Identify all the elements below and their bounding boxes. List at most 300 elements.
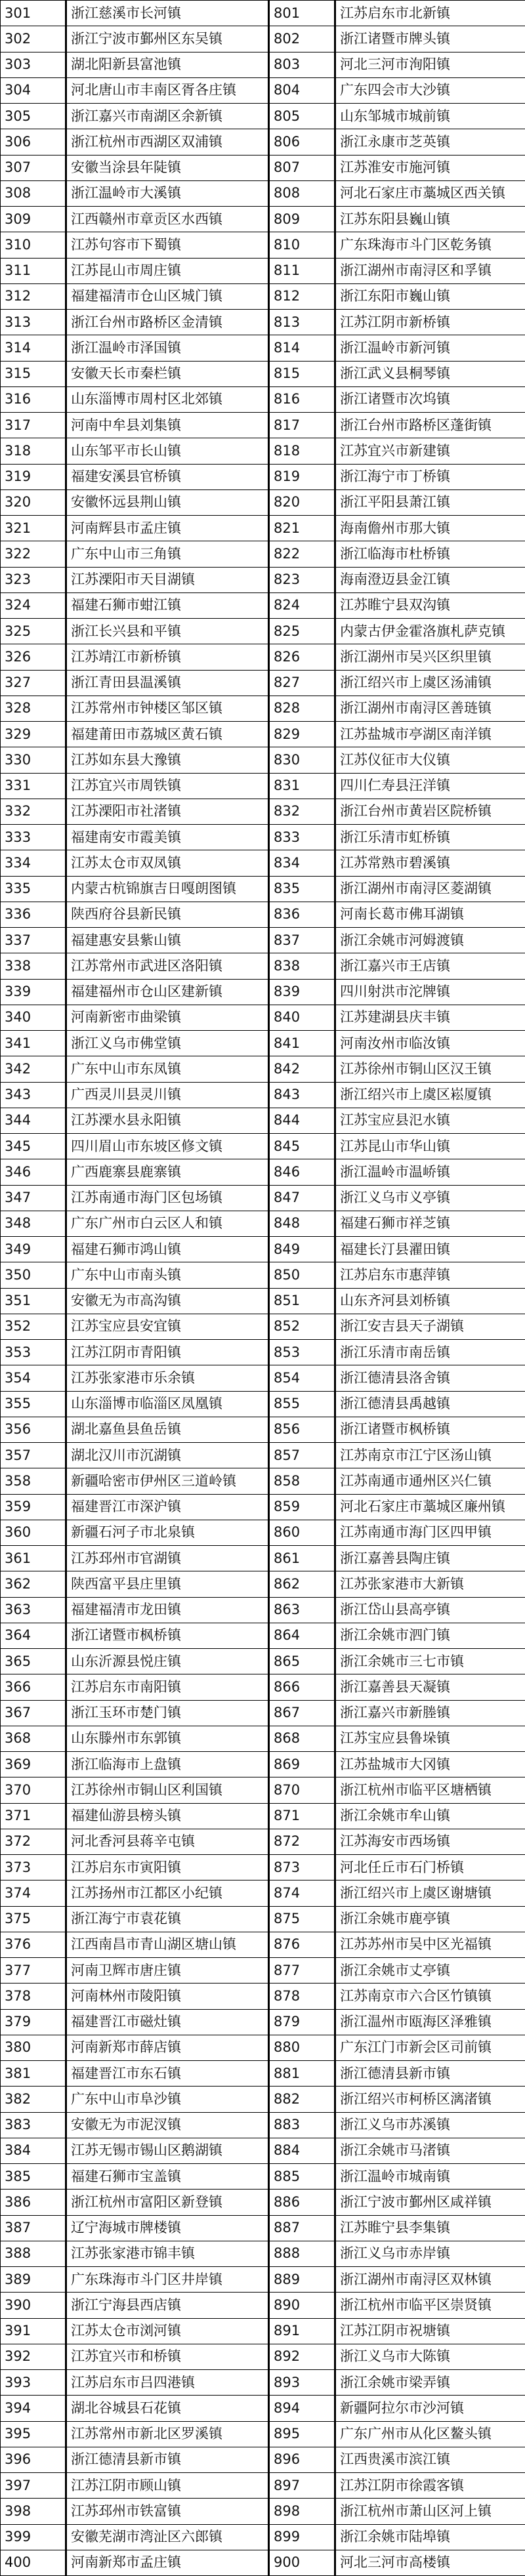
table-row [1,1494,525,1520]
table-row [1,1855,525,1880]
right-town-name: 广东珠海市斗门区乾务镇 [335,232,525,258]
left-town-name: 江苏常州市武进区洛阳镇 [66,953,269,979]
left-town-name: 山东邹平市长山镇 [66,438,269,464]
table-row [1,2138,525,2163]
right-rank-number: 887 [269,2215,335,2241]
right-town-name: 河南长葛市佛耳湖镇 [335,902,525,927]
right-rank-number: 874 [269,1880,335,1906]
left-town-name: 山东淄博市周村区北郊镇 [66,386,269,412]
right-town-name: 浙江临海市杜桥镇 [335,541,525,567]
right-town-name: 广东广州市从化区鳌头镇 [335,2421,525,2447]
left-rank-number: 391 [1,2318,66,2344]
left-town-name: 福建福清市龙田镇 [66,1597,269,1623]
left-rank-number: 398 [1,2499,66,2524]
table-row [1,541,525,567]
table-row [1,722,525,747]
table-row [1,1649,525,1674]
table-row [1,1365,525,1391]
table-row [1,1031,525,1056]
left-rank-number: 306 [1,129,66,155]
left-town-name: 江苏句容市下蜀镇 [66,232,269,258]
table-row [1,1726,525,1751]
table-row [1,180,525,206]
right-rank-number: 841 [269,1031,335,1056]
left-rank-number: 325 [1,619,66,644]
right-town-name: 江苏淮安市施河镇 [335,155,525,180]
left-rank-number: 383 [1,2112,66,2138]
left-rank-number: 317 [1,413,66,438]
table-row [1,1,525,26]
left-rank-number: 399 [1,2524,66,2550]
left-rank-number: 385 [1,2164,66,2190]
left-town-name: 安徽怀远县荆山镇 [66,489,269,515]
left-rank-number: 329 [1,722,66,747]
table-row [1,1700,525,1726]
right-town-name: 浙江义乌市苏溪镇 [335,2112,525,2138]
right-rank-number: 891 [269,2318,335,2344]
right-rank-number: 833 [269,825,335,850]
table-row [1,696,525,721]
left-rank-number: 390 [1,2293,66,2318]
table-row [1,413,525,438]
right-town-name: 江苏徐州市铜山区汉王镇 [335,1056,525,1082]
right-town-name: 浙江乐清市南岳镇 [335,1340,525,1365]
left-town-name: 浙江宁波市鄞州区东吴镇 [66,26,269,52]
table-row [1,1443,525,1468]
table-row [1,928,525,953]
left-rank-number: 330 [1,747,66,773]
right-town-name: 浙江义乌市义亭镇 [335,1185,525,1211]
left-rank-number: 378 [1,1984,66,2009]
left-town-name: 陕西富平县庄里镇 [66,1571,269,1597]
left-town-name: 江苏邳州市官湖镇 [66,1546,269,1571]
table-row [1,386,525,412]
left-rank-number: 350 [1,1262,66,1288]
right-town-name: 江苏南京市六合区竹镇镇 [335,1984,525,2009]
right-town-name: 浙江嘉兴市新塍镇 [335,1700,525,1726]
table-row [1,1262,525,1288]
table-row [1,773,525,799]
table-row [1,1108,525,1133]
table-row [1,2267,525,2293]
right-rank-number: 882 [269,2087,335,2112]
right-town-name: 浙江乐清市虹桥镇 [335,825,525,850]
right-town-name: 浙江湖州市南浔区和孚镇 [335,258,525,283]
table-row [1,670,525,696]
right-rank-number: 870 [269,1777,335,1803]
right-rank-number: 817 [269,413,335,438]
left-rank-number: 302 [1,26,66,52]
left-rank-number: 362 [1,1571,66,1597]
right-town-name: 海南儋州市那大镇 [335,516,525,541]
right-town-name: 浙江德清县禹越镇 [335,1391,525,1417]
right-town-name: 江苏盐城市亭湖区南洋镇 [335,722,525,747]
right-town-name: 浙江德清县洛舍镇 [335,1365,525,1391]
right-town-name: 浙江义乌市赤岸镇 [335,2241,525,2266]
left-rank-number: 346 [1,1159,66,1185]
right-rank-number: 847 [269,1185,335,1211]
left-rank-number: 316 [1,386,66,412]
table-row [1,850,525,876]
left-town-name: 广西灵川县灵川镇 [66,1082,269,1108]
right-town-name: 浙江德清县新市镇 [335,2061,525,2087]
right-rank-number: 853 [269,1340,335,1365]
left-town-name: 河南辉县市孟庄镇 [66,516,269,541]
left-rank-number: 311 [1,258,66,283]
left-rank-number: 335 [1,876,66,902]
table-row [1,953,525,979]
table-row [1,592,525,618]
right-rank-number: 801 [269,1,335,26]
right-town-name: 福建长汀县濯田镇 [335,1237,525,1262]
right-rank-number: 848 [269,1211,335,1236]
right-town-name: 江苏常熟市碧溪镇 [335,850,525,876]
left-rank-number: 301 [1,1,66,26]
left-town-name: 江苏昆山市周庄镇 [66,258,269,283]
right-rank-number: 805 [269,104,335,129]
left-town-name: 福建石狮市蚶江镇 [66,592,269,618]
right-town-name: 江苏南京市江宁区汤山镇 [335,1443,525,1468]
left-rank-number: 352 [1,1314,66,1339]
left-town-name: 浙江台州市路桥区金清镇 [66,310,269,335]
right-town-name: 浙江余姚市陆埠镇 [335,2524,525,2550]
left-rank-number: 370 [1,1777,66,1803]
left-rank-number: 363 [1,1597,66,1623]
right-rank-number: 852 [269,1314,335,1339]
right-town-name: 浙江余姚市梁弄镇 [335,2370,525,2396]
right-rank-number: 850 [269,1262,335,1288]
table-row [1,2293,525,2318]
left-town-name: 湖北汉川市沉湖镇 [66,1443,269,1468]
right-rank-number: 857 [269,1443,335,1468]
left-town-name: 江苏如东县大豫镇 [66,747,269,773]
right-rank-number: 872 [269,1829,335,1854]
left-town-name: 安徽天长市秦栏镇 [66,361,269,386]
left-rank-number: 392 [1,2344,66,2369]
left-town-name: 新疆石河子市北泉镇 [66,1520,269,1545]
left-rank-number: 386 [1,2190,66,2215]
left-town-name: 河北唐山市丰南区胥各庄镇 [66,77,269,103]
right-town-name: 河北三河市高楼镇 [335,2550,525,2575]
right-rank-number: 842 [269,1056,335,1082]
right-rank-number: 873 [269,1855,335,1880]
right-town-name: 浙江余姚市泗门镇 [335,1623,525,1648]
table-row [1,310,525,335]
left-town-name: 新疆哈密市伊州区三道岭镇 [66,1468,269,1494]
right-town-name: 浙江余姚市丈亭镇 [335,1958,525,1984]
left-rank-number: 359 [1,1494,66,1520]
left-rank-number: 388 [1,2241,66,2266]
right-town-name: 浙江绍兴市上虞区崧厦镇 [335,1082,525,1108]
table-row [1,1237,525,1262]
table-row [1,2009,525,2035]
left-rank-number: 323 [1,567,66,592]
table-row [1,1546,525,1571]
left-town-name: 浙江海宁市袁花镇 [66,1906,269,1932]
left-rank-number: 348 [1,1211,66,1236]
right-town-name: 浙江湖州市南浔区善琏镇 [335,696,525,721]
table-row [1,2344,525,2369]
table-row [1,1185,525,1211]
right-town-name: 江苏江阴市新桥镇 [335,310,525,335]
table-row [1,1829,525,1854]
left-rank-number: 345 [1,1134,66,1159]
right-rank-number: 812 [269,283,335,309]
left-town-name: 浙江温岭市大溪镇 [66,180,269,206]
right-rank-number: 808 [269,180,335,206]
right-town-name: 浙江台州市路桥区蓬街镇 [335,413,525,438]
table-row [1,1984,525,2009]
left-town-name: 广东中山市南头镇 [66,1262,269,1288]
right-town-name: 江苏江阴市徐霞客镇 [335,2473,525,2499]
right-rank-number: 831 [269,773,335,799]
left-town-name: 安徽当涂县年陡镇 [66,155,269,180]
right-rank-number: 871 [269,1803,335,1829]
right-town-name: 浙江东阳市巍山镇 [335,283,525,309]
right-rank-number: 824 [269,592,335,618]
table-row [1,2421,525,2447]
left-rank-number: 331 [1,773,66,799]
left-town-name: 浙江诸暨市枫桥镇 [66,1623,269,1648]
table-row [1,1391,525,1417]
right-town-name: 浙江绍兴市上虞区谢塘镇 [335,1880,525,1906]
left-rank-number: 375 [1,1906,66,1932]
left-town-name: 河北香河县蒋辛屯镇 [66,1829,269,1854]
right-town-name: 浙江平阳县萧江镇 [335,489,525,515]
right-rank-number: 827 [269,670,335,696]
right-rank-number: 849 [269,1237,335,1262]
left-town-name: 广东中山市三角镇 [66,541,269,567]
left-town-name: 浙江杭州市富阳区新登镇 [66,2190,269,2215]
left-town-name: 安徽无为市泥汊镇 [66,2112,269,2138]
right-rank-number: 860 [269,1520,335,1545]
left-town-name: 江苏启东市南阳镇 [66,1674,269,1700]
left-rank-number: 304 [1,77,66,103]
right-town-name: 四川射洪市沱牌镇 [335,979,525,1005]
table-row [1,825,525,850]
right-rank-number: 803 [269,52,335,77]
right-town-name: 广东四会市大沙镇 [335,77,525,103]
right-rank-number: 895 [269,2421,335,2447]
left-rank-number: 361 [1,1546,66,1571]
left-rank-number: 338 [1,953,66,979]
table-row [1,2318,525,2344]
left-rank-number: 310 [1,232,66,258]
left-town-name: 湖北阳新县富池镇 [66,52,269,77]
left-town-name: 山东沂源县悦庄镇 [66,1649,269,1674]
table-row [1,1468,525,1494]
table-row [1,335,525,361]
left-town-name: 福建惠安县紫山镇 [66,928,269,953]
left-rank-number: 309 [1,207,66,232]
right-rank-number: 856 [269,1417,335,1442]
right-town-name: 江苏宝应县氾水镇 [335,1108,525,1133]
left-rank-number: 307 [1,155,66,180]
right-town-name: 浙江余姚市鹿亭镇 [335,1906,525,1932]
right-town-name: 浙江温岭市城南镇 [335,2164,525,2190]
left-rank-number: 364 [1,1623,66,1648]
left-town-name: 江苏宜兴市和桥镇 [66,2344,269,2369]
right-rank-number: 892 [269,2344,335,2369]
left-town-name: 辽宁海城市牌楼镇 [66,2215,269,2241]
right-town-name: 江苏睢宁县李集镇 [335,2215,525,2241]
table-row [1,1211,525,1236]
table-row [1,1597,525,1623]
left-town-name: 河南卫辉市唐庄镇 [66,1958,269,1984]
right-town-name: 江苏苏州市吴中区光福镇 [335,1932,525,1957]
right-rank-number: 828 [269,696,335,721]
left-rank-number: 373 [1,1855,66,1880]
left-rank-number: 347 [1,1185,66,1211]
table-row [1,2190,525,2215]
table-row [1,876,525,902]
table-row [1,1005,525,1030]
left-town-name: 广东珠海市斗门区井岸镇 [66,2267,269,2293]
right-rank-number: 830 [269,747,335,773]
table-row [1,1288,525,1314]
table-row [1,1752,525,1777]
left-town-name: 河南新郑市孟庄镇 [66,2550,269,2575]
left-rank-number: 355 [1,1391,66,1417]
table-row [1,2370,525,2396]
left-rank-number: 369 [1,1752,66,1777]
left-rank-number: 312 [1,283,66,309]
table-row [1,2241,525,2266]
right-town-name: 浙江岱山县高亭镇 [335,1597,525,1623]
left-town-name: 广东广州市白云区人和镇 [66,1211,269,1236]
left-town-name: 山东滕州市东郭镇 [66,1726,269,1751]
left-rank-number: 341 [1,1031,66,1056]
table-row [1,2035,525,2060]
right-rank-number: 863 [269,1597,335,1623]
table-row [1,2524,525,2550]
right-rank-number: 869 [269,1752,335,1777]
table-row [1,979,525,1005]
right-rank-number: 811 [269,258,335,283]
table-row [1,258,525,283]
right-town-name: 新疆阿拉尔市沙河镇 [335,2396,525,2421]
left-town-name: 浙江温岭市泽国镇 [66,335,269,361]
left-town-name: 福建安溪县官桥镇 [66,464,269,489]
left-town-name: 福建晋江市东石镇 [66,2061,269,2087]
left-town-name: 江苏太仓市浏河镇 [66,2318,269,2344]
left-rank-number: 354 [1,1365,66,1391]
right-town-name: 浙江诸暨市枫桥镇 [335,1417,525,1442]
right-rank-number: 854 [269,1365,335,1391]
table-row [1,2061,525,2087]
right-town-name: 江苏张家港市大新镇 [335,1571,525,1597]
left-rank-number: 324 [1,592,66,618]
right-rank-number: 846 [269,1159,335,1185]
left-rank-number: 303 [1,52,66,77]
table-row [1,2550,525,2575]
table-row [1,2473,525,2499]
right-rank-number: 829 [269,722,335,747]
right-rank-number: 810 [269,232,335,258]
right-rank-number: 884 [269,2138,335,2163]
table-row [1,1958,525,1984]
right-town-name: 浙江嘉兴市王店镇 [335,953,525,979]
right-rank-number: 858 [269,1468,335,1494]
left-rank-number: 353 [1,1340,66,1365]
left-town-name: 江苏溧阳市天目湖镇 [66,567,269,592]
table-row [1,1777,525,1803]
left-rank-number: 387 [1,2215,66,2241]
left-rank-number: 336 [1,902,66,927]
table-row [1,155,525,180]
right-rank-number: 838 [269,953,335,979]
left-town-name: 浙江临海市上盘镇 [66,1752,269,1777]
left-town-name: 内蒙古杭锦旗吉日嘎朗图镇 [66,876,269,902]
right-rank-number: 880 [269,2035,335,2060]
right-rank-number: 804 [269,77,335,103]
left-rank-number: 320 [1,489,66,515]
left-town-name: 安徽芜湖市湾沚区六郎镇 [66,2524,269,2550]
left-rank-number: 305 [1,104,66,129]
table-row [1,2164,525,2190]
left-town-name: 浙江义乌市佛堂镇 [66,1031,269,1056]
table-row [1,1803,525,1829]
left-town-name: 广东中山市东凤镇 [66,1056,269,1082]
table-row [1,26,525,52]
right-rank-number: 875 [269,1906,335,1932]
right-rank-number: 820 [269,489,335,515]
left-rank-number: 313 [1,310,66,335]
left-rank-number: 342 [1,1056,66,1082]
right-town-name: 浙江诸暨市牌头镇 [335,26,525,52]
right-town-name: 浙江杭州市临平区崇贤镇 [335,2293,525,2318]
right-town-name: 浙江杭州市临平区塘栖镇 [335,1777,525,1803]
left-town-name: 浙江嘉兴市南湖区余新镇 [66,104,269,129]
left-town-name: 福建莆田市荔城区黄石镇 [66,722,269,747]
right-town-name: 浙江安吉县天子湖镇 [335,1314,525,1339]
right-rank-number: 835 [269,876,335,902]
left-rank-number: 372 [1,1829,66,1854]
right-rank-number: 814 [269,335,335,361]
left-town-name: 陕西府谷县新民镇 [66,902,269,927]
left-rank-number: 367 [1,1700,66,1726]
right-rank-number: 855 [269,1391,335,1417]
right-town-name: 浙江海宁市丁桥镇 [335,464,525,489]
right-rank-number: 879 [269,2009,335,2035]
left-rank-number: 332 [1,799,66,824]
left-town-name: 江苏无锡市锡山区鹅湖镇 [66,2138,269,2163]
right-town-name: 浙江温岭市新河镇 [335,335,525,361]
table-row [1,567,525,592]
right-town-name: 江苏仪征市大仪镇 [335,747,525,773]
right-town-name: 河北石家庄市藁城区廉州镇 [335,1494,525,1520]
left-town-name: 江苏江阴市青阳镇 [66,1340,269,1365]
right-rank-number: 851 [269,1288,335,1314]
left-town-name: 广西鹿寨县鹿寨镇 [66,1159,269,1185]
right-rank-number: 864 [269,1623,335,1648]
table-row [1,1417,525,1442]
right-town-name: 山东齐河县刘桥镇 [335,1288,525,1314]
left-town-name: 江苏宝应县安宜镇 [66,1314,269,1339]
table-row [1,1880,525,1906]
right-town-name: 浙江永康市芝英镇 [335,129,525,155]
right-rank-number: 861 [269,1546,335,1571]
right-rank-number: 883 [269,2112,335,2138]
right-town-name: 河北石家庄市藁城区西关镇 [335,180,525,206]
table-row [1,2447,525,2472]
left-rank-number: 334 [1,850,66,876]
left-town-name: 河南新郑市薛店镇 [66,2035,269,2060]
right-rank-number: 823 [269,567,335,592]
right-town-name: 河北三河市洵阳镇 [335,52,525,77]
right-rank-number: 840 [269,1005,335,1030]
table-row [1,2087,525,2112]
